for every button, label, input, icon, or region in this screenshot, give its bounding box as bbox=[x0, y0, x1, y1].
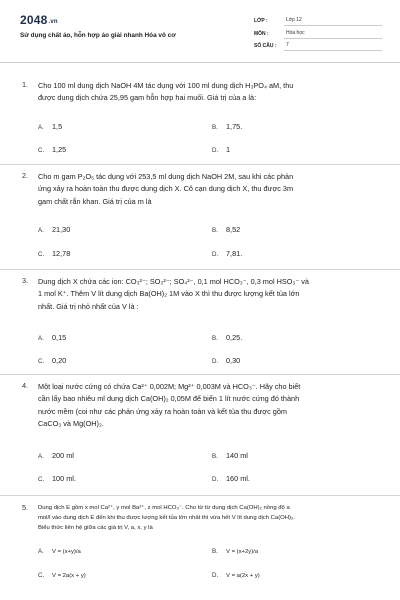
question-line: Dung dịch X chứa các ion: CO₃²⁻; SO₃²⁻; SO₄²⁻, 0,1 mol HCO₃⁻, 0,3 mol HSO₃⁻ và bbox=[38, 277, 309, 286]
question-text bbox=[38, 276, 380, 313]
option-letter: C. bbox=[38, 147, 45, 154]
divider bbox=[0, 374, 400, 375]
option-d[interactable] bbox=[212, 474, 250, 483]
option-letter: D. bbox=[212, 358, 219, 365]
question-line: nhất. Giá trị nhỏ nhất của V là : bbox=[38, 301, 139, 311]
question-line: mol/l vào dung dịch E đến khi thu được lượng kết tủa lớn nhất thì vừa hết V lít dung dịch Ca(OH)₂. bbox=[38, 515, 295, 521]
option-b[interactable] bbox=[212, 333, 242, 342]
option-c[interactable] bbox=[38, 356, 66, 365]
divider bbox=[0, 269, 400, 270]
question-text bbox=[38, 171, 380, 208]
option-letter: D. bbox=[212, 572, 219, 579]
option-c[interactable] bbox=[38, 474, 76, 483]
option-b[interactable] bbox=[212, 548, 258, 555]
meta-row-count bbox=[254, 40, 382, 53]
option-text: 0,15 bbox=[52, 333, 67, 342]
question-number: 1. bbox=[22, 80, 29, 89]
option-d[interactable] bbox=[212, 356, 240, 365]
option-a[interactable] bbox=[38, 122, 62, 131]
question-line: Cho 100 ml dung dịch NaOH 4M tác dụng với 100 ml dung dịch H₃PO₄ aM, thu bbox=[38, 81, 294, 90]
option-letter: D. bbox=[212, 476, 219, 483]
option-letter: B. bbox=[212, 548, 218, 555]
logo-main: 2048 bbox=[20, 13, 48, 27]
option-letter: B. bbox=[212, 335, 218, 342]
option-letter: B. bbox=[212, 453, 218, 460]
question-line: được dung dịch chứa 25,95 gam hỗn hợp hai muối. Giá trị của a là: bbox=[38, 93, 257, 103]
option-text: V = (x+2y)/a bbox=[226, 549, 259, 555]
question-line: 1 mol K⁺. Thêm V lít dung dịch Ba(OH)₂ 1M vào X thì thu được lượng kết tủa lớn bbox=[38, 289, 300, 299]
option-text: V = a(2x + y) bbox=[226, 573, 260, 579]
question-number: 4. bbox=[22, 381, 29, 390]
option-a[interactable] bbox=[38, 451, 74, 460]
meta-row-class bbox=[254, 15, 382, 28]
option-text: 140 ml bbox=[226, 451, 248, 460]
option-text: 1,75. bbox=[226, 122, 243, 131]
question-line: ứng xảy ra hoàn toàn thu được dung dịch X. Cô cạn dung dịch X, thu được 3m bbox=[38, 184, 294, 194]
option-letter: C. bbox=[38, 251, 45, 258]
meta-value: Lớp 12 bbox=[284, 16, 382, 26]
option-letter: B. bbox=[212, 124, 218, 131]
option-text: 200 ml bbox=[52, 451, 74, 460]
question-line: Cho m gam P₂O₅ tác dụng với 253,5 ml dung dịch NaOH 2M, sau khi các phản bbox=[38, 172, 294, 181]
question-number: 5. bbox=[22, 503, 29, 512]
option-text: 21,30 bbox=[52, 225, 71, 234]
logo-suffix: .vn bbox=[48, 19, 58, 25]
question-line: Biểu thức liên hệ giữa các giá trị V, a, x, y là bbox=[38, 525, 153, 531]
meta-value: 7 bbox=[284, 41, 382, 51]
option-text: 100 ml. bbox=[52, 474, 76, 483]
option-text: 0,20 bbox=[52, 356, 67, 365]
option-b[interactable] bbox=[212, 451, 248, 460]
option-letter: A. bbox=[38, 548, 44, 555]
option-letter: C. bbox=[38, 358, 45, 365]
option-letter: B. bbox=[212, 227, 218, 234]
meta-label: SỐ CÂU : bbox=[254, 43, 277, 50]
option-text: 1 bbox=[226, 145, 231, 154]
option-letter: D. bbox=[212, 251, 219, 258]
option-b[interactable] bbox=[212, 225, 240, 234]
question-text bbox=[38, 381, 380, 431]
meta-value: Hóa học bbox=[284, 29, 382, 39]
option-a[interactable] bbox=[38, 548, 81, 555]
option-letter: A. bbox=[38, 453, 44, 460]
header bbox=[0, 0, 400, 63]
meta-row-subject bbox=[254, 28, 382, 41]
option-letter: D. bbox=[212, 147, 219, 154]
option-letter: A. bbox=[38, 124, 44, 131]
option-c[interactable] bbox=[38, 145, 66, 154]
option-b[interactable] bbox=[212, 122, 242, 131]
option-d[interactable] bbox=[212, 145, 230, 154]
option-d[interactable] bbox=[212, 572, 260, 579]
option-d[interactable] bbox=[212, 249, 242, 258]
option-text: V = 2a(x + y) bbox=[52, 573, 86, 579]
option-c[interactable] bbox=[38, 249, 70, 258]
option-text: 12,78 bbox=[52, 249, 71, 258]
option-text: 160 ml. bbox=[226, 474, 250, 483]
question-line: Một loại nước cứng có chứa Ca²⁺ 0,002M; Mg²⁺ 0,003M và HCO₃⁻. Hãy cho biết bbox=[38, 382, 301, 391]
option-letter: A. bbox=[38, 227, 44, 234]
option-letter: C. bbox=[38, 476, 45, 483]
meta-label: MÔN : bbox=[254, 30, 269, 37]
option-c[interactable] bbox=[38, 572, 86, 579]
option-a[interactable] bbox=[38, 333, 66, 342]
question-line: gam chất rắn khan. Giá trị của m là bbox=[38, 196, 152, 206]
option-text: 0,25. bbox=[226, 333, 243, 342]
meta-info bbox=[254, 15, 382, 53]
question-line: Dung dịch E gồm x mol Ca²⁺, y mol Ba²⁺, z mol HCO₃⁻. Cho từ từ dung dịch Ca(OH)₂ nồng độ a bbox=[38, 505, 290, 511]
option-text: V = (x+y)/a bbox=[52, 549, 81, 555]
meta-label: LỚP : bbox=[254, 18, 268, 25]
question-text bbox=[38, 80, 380, 105]
divider bbox=[0, 495, 400, 496]
question-line: cần lấy bao nhiêu ml dung dịch Ca(OH)₂ 0,05M để biến 1 lít nước cứng đó thành bbox=[38, 394, 300, 404]
option-a[interactable] bbox=[38, 225, 70, 234]
question-number: 3. bbox=[22, 276, 29, 285]
document-title: Sử dụng chất áo, hỗn hợp áo giải nhanh Hóa vô cơ bbox=[20, 32, 176, 39]
option-text: 8,52 bbox=[226, 225, 241, 234]
question-line: CaCO₃ và Mg(OH)₂. bbox=[38, 419, 104, 429]
question-number: 2. bbox=[22, 171, 29, 180]
option-letter: A. bbox=[38, 335, 44, 342]
option-text: 1,25 bbox=[52, 145, 67, 154]
option-text: 7,81. bbox=[226, 249, 243, 258]
option-text: 0,30 bbox=[226, 356, 241, 365]
question-line: nước mềm (coi như các phản ứng xảy ra hoàn toàn và kết tủa thu được gồm bbox=[38, 406, 287, 416]
logo[interactable] bbox=[20, 13, 58, 27]
option-letter: C. bbox=[38, 572, 45, 579]
divider bbox=[0, 164, 400, 165]
option-text: 1,5 bbox=[52, 122, 63, 131]
question-text bbox=[38, 503, 380, 533]
